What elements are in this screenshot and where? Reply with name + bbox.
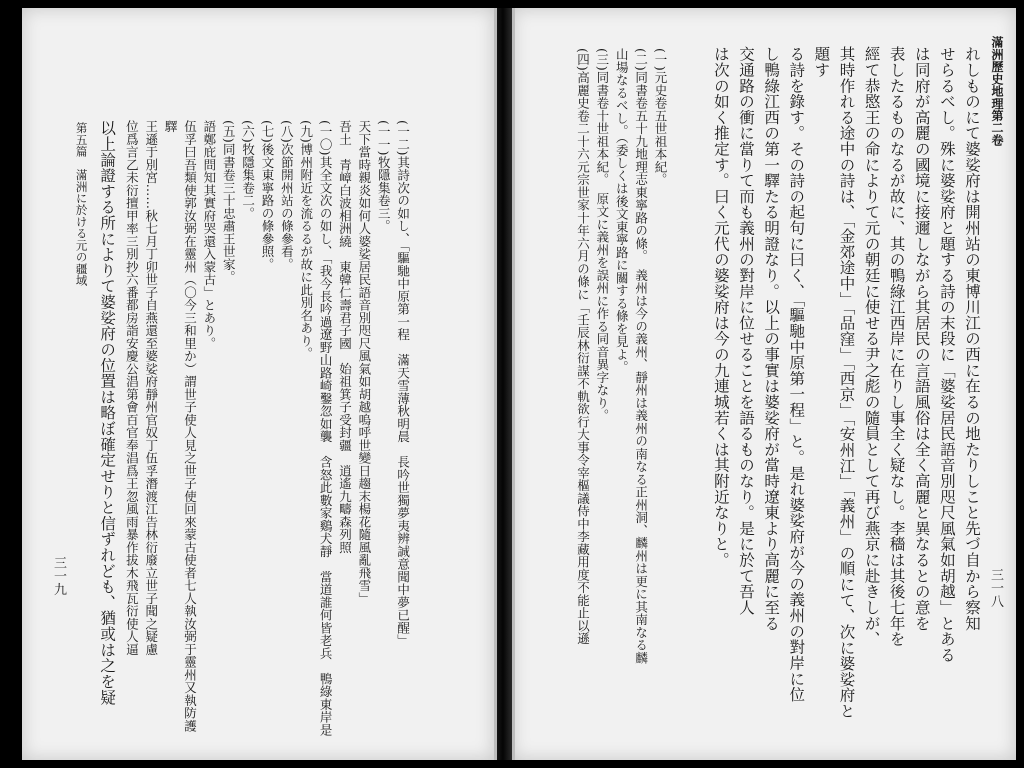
footnote-line: (三)同書卷十世祖本紀。 原文に義州を誤州に作る同音異字なり。 [594,48,610,422]
left-body-line: 以上論證する所によりて婆娑府の位置は略ぼ確定せりと信ずれども、猶或は之を疑 [98,120,117,705]
left-footnote-line: 位爲言乙未衍擅甲率三別抄六番都房詣安慶公淐第會百官奉淐爲王忽風雨暴作拔木飛瓦衍使人逼 [124,120,140,656]
left-page-edge [494,8,497,760]
right-footnotes-block [573,48,670,728]
left-body-paragraph [94,120,119,720]
body-line: 經て恭愍王の命によりて元の朝廷に使せる尹之彪の隨員として再び燕京に赴きしが、 [862,46,881,647]
left-page [22,8,494,760]
left-footnote-line: 天下當時親炎如何人婆娑居民語音別咫尺風氣如胡越嗚呼世變日趨末楊花隨風亂飛雪」 [356,120,372,605]
left-footnote-line: (七)後文東寧路の條參照。 [260,120,275,271]
left-footnote-line: (一〇)其全文次の如し、「我今長吟過遼野山路崎鑿忽如襲 含怒此數家鷄犬靜 當道誰何皆老兵 鴨綠東岸是 [318,120,334,737]
body-line: は同府が高麗の國境に接邇しながら其居民の言語風俗は全く高麗と異なるとの意を [912,46,931,631]
left-footnote-line: 吾土 青嶂白波相洲繞 東韓仁壽君子國 始祖箕子受封疆 逍遙九疇森列照 [337,120,353,567]
left-footnote-line: (五)同書卷三十忠肅王世家。 [221,120,237,284]
right-page-edge [512,8,515,760]
left-footnote-line: (八)次節開州站の條參看。 [279,120,295,271]
left-footnote-line: (一一)牧隱集卷三。 [376,120,392,233]
body-line: 交通路の衝に當りて而も義州の對岸に位せることを語るものなり。是に於て吾人 [737,46,756,616]
left-footnote-line: (一二)其詩次の如し、「驅馳中原第一程 滿天雪薄秋明晨 長吟世獨夢夷辨誠意聞中夢已醒」 [395,120,411,647]
footnote-line: (四)高麗史卷二十六元宗世家十年六月の條に「壬辰林衍謀不軌欲行大事令宰樞議侍中李藏用度不能止以遜 [575,48,591,645]
right-body-text [708,46,984,726]
footnote-line: (二)同書卷五十九地理志東寧路の條。 義州は今の義州、靜州は義州の南なる正州洞、麟州は更に其南なる麟 [633,48,649,665]
running-header: 滿洲歷史地理第二卷 [990,36,1004,147]
footnote-line: 山場なるべし。（委しくは後文東寧路に關する條を見よ。 [614,48,630,374]
left-footnote-line: 伍孚曰吾類使郭汝弼在靈州（〇今三和里か）謂世子使人見之世子使回來蒙古使者七人執汝弼于靈州又執防護驛 [163,120,198,732]
body-line: 表したるものなるが故に、其の鴨綠江西岸に在りし事全く疑なし。李穡は其後七年を [887,46,906,647]
left-running-footer: 第五篇 滿洲に於ける元の疆域 [74,122,89,287]
body-line: は次の如く推定す。曰く元代の婆娑府は今の九連城若くは其附近なりと。 [711,46,730,568]
body-line: 其時作れる途中の詩は、「金郊途中」「品窪」「西京」「安州江」「義州」の順にて、次に婆娑府と題す [812,46,856,719]
footnote-line: (一)元史卷五世祖本紀。 [653,48,668,186]
body-line: せらるべし。殊に婆娑府と題する詩の末段に「婆娑居民語音別咫尺風氣如胡越」とある [937,46,956,663]
body-line: し鴨綠江西の第一驛たる明證なり。以上の事實は婆娑府が當時遼東より高麗に至る [762,46,781,631]
right-page-number: 三一八 [988,568,1003,608]
left-footnotes-block [122,120,413,740]
body-line: る詩を錄す。その詩の起句に曰く、「驅馳中原第一程」と。是れ婆娑府が今の義州の對岸に位 [787,46,806,703]
left-page-number: 三一九 [51,556,67,596]
left-footnote-line: (六)牧隱集卷二。 [240,120,256,220]
body-line: れしものにて婆娑府は開州站の東博川江の西に在るの地たりしこと先づ自から察知 [963,46,981,631]
left-footnote-line: 語鄭庇問知其實府哭還入蒙古」とあり。 [201,120,217,350]
left-footnote-line: (九)博州附近を流るるが故に此別名あり。 [298,120,314,360]
left-footnote-line: 王遜于別宮……秋七月丁卯世子自燕還至婆娑府靜州官奴丁伍孚潛渡江告林衍廢立世子聞之疑慮 [143,120,159,656]
right-page [512,8,1016,760]
